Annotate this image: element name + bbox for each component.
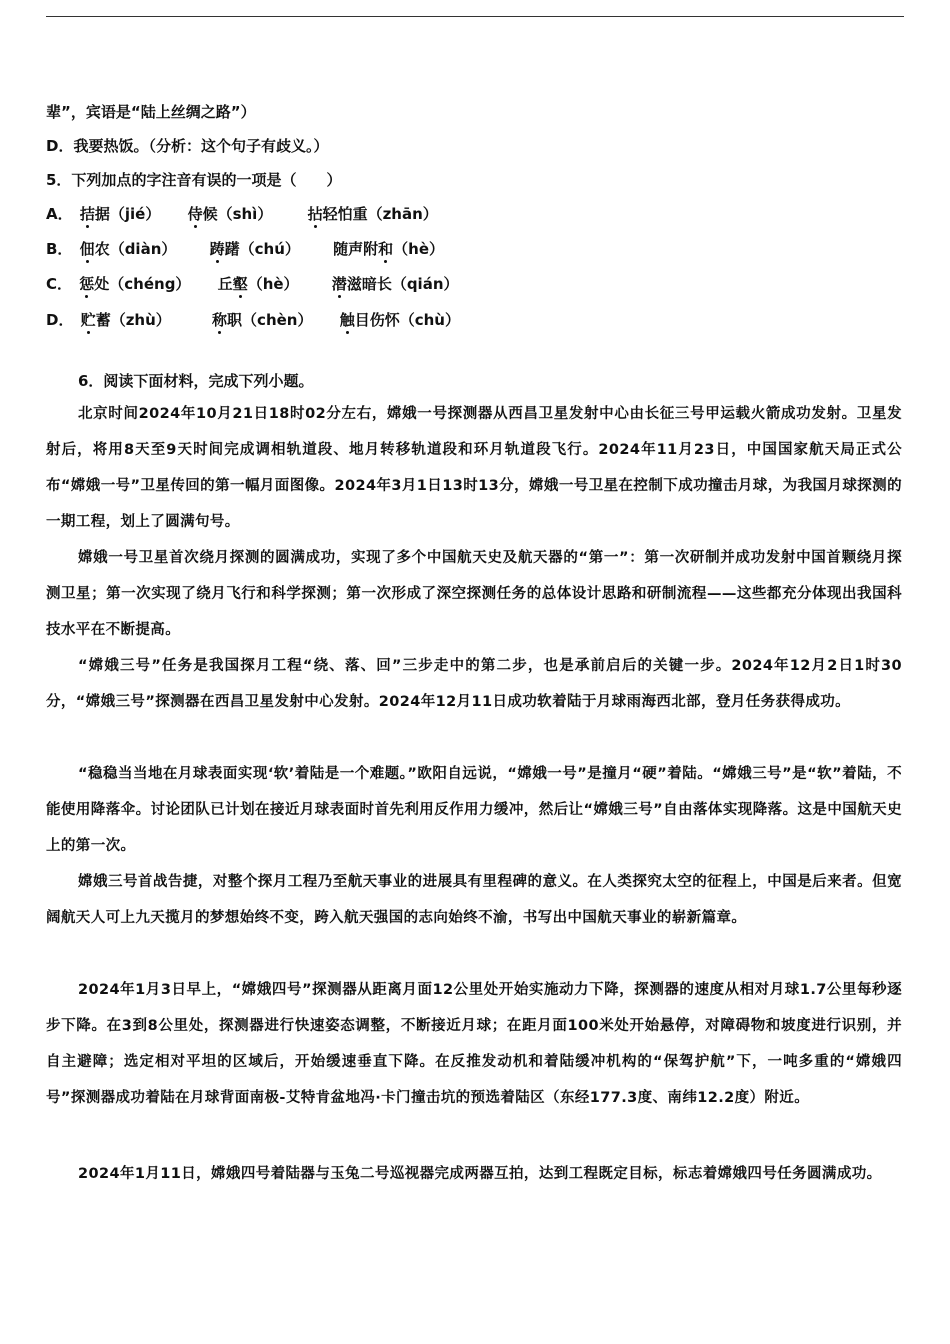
passage-paragraph-5: 嫦娥三号首战告捷，对整个探月工程乃至航天事业的进展具有里程碑的意义。在人类探究太空的征程上，中国是后来者。但宽阔航天人可上九天揽月的梦想始终不变，跨入航天强国的志向始终不渝，书写出中国航天事业的崭新篇章。 [46, 874, 902, 926]
option-label: C． [46, 275, 73, 293]
q5-option-b [46, 239, 444, 259]
dotted-char: 拈 [307, 205, 323, 223]
dotted-char: 侍 [187, 205, 203, 223]
dotted-char: 佃 [79, 240, 95, 258]
dotted-char: 和 [378, 240, 394, 258]
q5-option-c [46, 274, 459, 294]
q5-stem: 5．下列加点的字注音有误的一项是（ ） [46, 171, 342, 189]
option-label: A． [46, 205, 73, 223]
option-item: 踌躇（chú） [209, 240, 300, 258]
option-item: 称职（chèn） [212, 311, 313, 329]
option-item: 丘壑（hè） [217, 275, 299, 293]
option-label: D． [46, 311, 74, 329]
option-item: 触目伤怀（chù） [339, 311, 460, 329]
header-rule [46, 16, 904, 17]
q6-stem: 6．阅读下面材料，完成下列小题。 [78, 372, 314, 390]
option-item: 佃农（diàn） [79, 240, 177, 258]
q4-continuation: 辈”，宾语是“陆上丝绸之路”） [46, 103, 256, 121]
option-item: 潜滋暗长（qián） [331, 275, 459, 293]
dotted-char: 惩 [79, 275, 95, 293]
dotted-char: 踌 [209, 240, 225, 258]
option-item: 拮据（jié） [79, 205, 161, 223]
q4-option-d: D．我要热饭。（分析：这个句子有歧义。） [46, 137, 329, 155]
option-item: 随声附和（hè） [333, 240, 444, 258]
dotted-char: 潜 [331, 275, 347, 293]
passage-paragraph-7: 2024年1月11日，嫦娥四号着陆器与玉兔二号巡视器完成两器互拍，达到工程既定目标，标志着嫦娥四号任务圆满成功。 [78, 1166, 882, 1182]
option-label: B． [46, 240, 73, 258]
passage-paragraph-2: 嫦娥一号卫星首次绕月探测的圆满成功，实现了多个中国航天史及航天器的“第一”：第一次研制并成功发射中国首颗绕月探测卫星；第一次实现了绕月飞行和科学探测；第一次形成了深空探测任务的总体设计思路和研制流程——这些都充分体现出我国科技水平在不断提高。 [46, 550, 902, 638]
dotted-char: 触 [339, 311, 355, 329]
dotted-char: 拮 [79, 205, 95, 223]
passage-paragraph-6: 2024年1月3日早上，“嫦娥四号”探测器从距离月面12公里处开始实施动力下降，探测器的速度从相对月球1.7公里每秒逐步下降。在3到8公里处，探测器进行快速姿态调整，不断接近月球；在距月面100米处开始悬停，对障碍物和坡度进行识别，并自主避障；选定相对平坦的区域后，开始缓速垂直下降。在反推发动机和着陆缓冲机构的“保驾护航”下，一吨多重的“嫦娥四号”探测器成功着陆在月球背面南极-艾特肯盆地冯·卡门撞击坑的预选着陆区（东经177.3度、南纬12.2度）附近。 [46, 982, 902, 1106]
q5-option-a [46, 204, 438, 224]
passage-paragraph-4: “稳稳当当地在月球表面实现‘软’着陆是一个难题。”欧阳自远说，“嫦娥一号”是撞月“硬”着陆。“嫦娥三号”是“软”着陆，不能使用降落伞。讨论团队已计划在接近月球表面时首先利用反作用力缓冲，然后让“嫦娥三号”自由落体实现降落。这是中国航天史上的第一次。 [46, 766, 902, 854]
option-item: 拈轻怕重（zhān） [307, 205, 438, 223]
option-item: 侍候（shì） [187, 205, 273, 223]
passage-paragraph-3: “嫦娥三号”任务是我国探月工程“绕、落、回”三步走中的第二步，也是承前启后的关键一步。2024年12月2日1时30分，“嫦娥三号”探测器在西昌卫星发射中心发射。2024年12月11日成功软着陆于月球雨海西北部，登月任务获得成功。 [46, 658, 902, 710]
passage-paragraph-1: 北京时间2024年10月21日18时02分左右，嫦娥一号探测器从西昌卫星发射中心由长征三号甲运载火箭成功发射。卫星发射后，将用8天至9天时间完成调相轨道段、地月转移轨道段和环月轨道段飞行。2024年11月23日，中国国家航天局正式公布“嫦娥一号”卫星传回的第一幅月面图像。2024年3月1日13时13分，嫦娥一号卫星在控制下成功撞击月球，为我国月球探测的一期工程，划上了圆满句号。 [46, 406, 902, 530]
dotted-char: 贮 [80, 311, 96, 329]
dotted-char: 壑 [232, 275, 248, 293]
dotted-char: 称 [212, 311, 228, 329]
option-item: 贮蓄（zhù） [80, 311, 171, 329]
option-item: 惩处（chéng） [79, 275, 191, 293]
q5-option-d [46, 310, 460, 330]
